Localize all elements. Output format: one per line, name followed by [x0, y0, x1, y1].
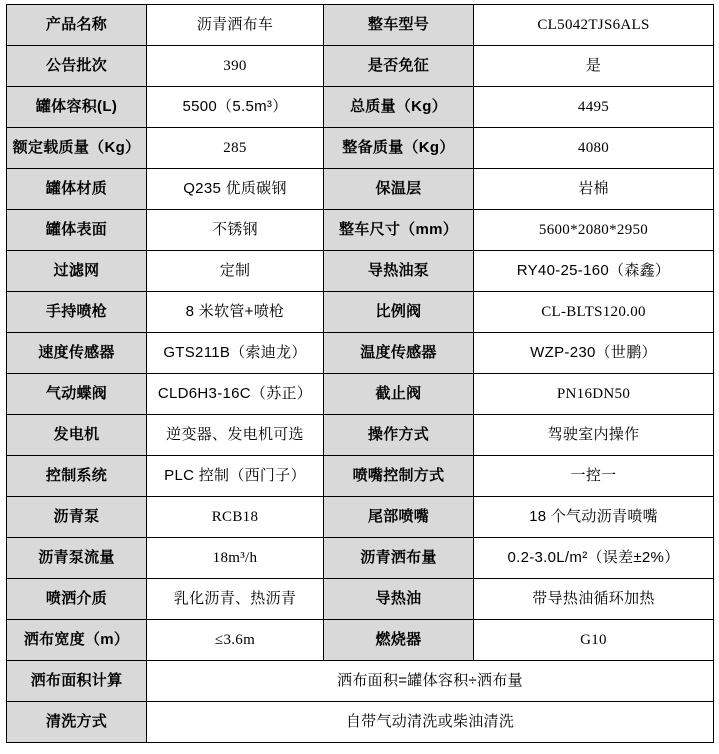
row-label-insulation-layer: 保温层 — [324, 169, 474, 210]
row-value-tank-volume: 5500（5.5m³） — [147, 87, 324, 128]
row-label-announcement-batch: 公告批次 — [7, 46, 147, 87]
table-row — [7, 456, 714, 497]
row-value-rear-nozzle: 18 个气动沥青喷嘴 — [474, 497, 714, 538]
table-row — [7, 169, 714, 210]
row-value-asphalt-pump-flow: 18m³/h — [147, 538, 324, 579]
row-value-thermal-oil: 带导热油循环加热 — [474, 579, 714, 620]
row-label-gross-mass: 总质量（Kg） — [324, 87, 474, 128]
spec-table-body — [7, 5, 714, 743]
row-value-hand-spray-gun: 8 米软管+喷枪 — [147, 292, 324, 333]
table-row — [7, 702, 714, 743]
row-label-spray-width: 洒布宽度（m） — [7, 620, 147, 661]
row-value-speed-sensor: GTS211B（索迪龙） — [147, 333, 324, 374]
row-value-spray-medium: 乳化沥青、热沥青 — [147, 579, 324, 620]
row-label-curb-mass: 整备质量（Kg） — [324, 128, 474, 169]
row-value-asphalt-pump: RCB18 — [147, 497, 324, 538]
table-row — [7, 5, 714, 46]
row-value-spray-area-calculation: 洒布面积=罐体容积÷洒布量 — [147, 661, 714, 702]
row-value-vehicle-dimensions: 5600*2080*2950 — [474, 210, 714, 251]
table-row — [7, 292, 714, 333]
row-label-vehicle-model: 整车型号 — [324, 5, 474, 46]
row-value-burner: G10 — [474, 620, 714, 661]
table-row — [7, 87, 714, 128]
row-value-thermal-oil-pump: RY40-25-160（森鑫） — [474, 251, 714, 292]
row-value-proportional-valve: CL-BLTS120.00 — [474, 292, 714, 333]
row-label-tank-material: 罐体材质 — [7, 169, 147, 210]
table-row — [7, 128, 714, 169]
row-value-product-name: 沥青洒布车 — [147, 5, 324, 46]
row-value-insulation-layer: 岩棉 — [474, 169, 714, 210]
row-label-asphalt-spray-rate: 沥青洒布量 — [324, 538, 474, 579]
row-label-operation-mode: 操作方式 — [324, 415, 474, 456]
row-value-spray-width: ≤3.6m — [147, 620, 324, 661]
row-label-stop-valve: 截止阀 — [324, 374, 474, 415]
row-value-vehicle-model: CL5042TJS6ALS — [474, 5, 714, 46]
table-row — [7, 538, 714, 579]
row-value-announcement-batch: 390 — [147, 46, 324, 87]
row-value-control-system: PLC 控制（西门子） — [147, 456, 324, 497]
row-label-temperature-sensor: 温度传感器 — [324, 333, 474, 374]
table-row — [7, 415, 714, 456]
row-label-asphalt-pump-flow: 沥青泵流量 — [7, 538, 147, 579]
table-row — [7, 46, 714, 87]
row-label-control-system: 控制系统 — [7, 456, 147, 497]
row-label-pneumatic-butterfly-valve: 气动蝶阀 — [7, 374, 147, 415]
table-row — [7, 374, 714, 415]
table-row — [7, 210, 714, 251]
row-value-asphalt-spray-rate: 0.2-3.0L/m²（误差±2%） — [474, 538, 714, 579]
row-label-spray-area-calculation: 洒布面积计算 — [7, 661, 147, 702]
row-label-tank-volume: 罐体容积(L) — [7, 87, 147, 128]
row-value-tank-surface: 不锈钢 — [147, 210, 324, 251]
row-label-thermal-oil-pump: 导热油泵 — [324, 251, 474, 292]
row-value-temperature-sensor: WZP-230（世鹏） — [474, 333, 714, 374]
row-value-cleaning-method: 自带气动清洗或柴油清洗 — [147, 702, 714, 743]
row-label-vehicle-dimensions: 整车尺寸（mm） — [324, 210, 474, 251]
row-value-tax-exempt: 是 — [474, 46, 714, 87]
row-label-generator: 发电机 — [7, 415, 147, 456]
table-row — [7, 497, 714, 538]
row-label-speed-sensor: 速度传感器 — [7, 333, 147, 374]
row-value-rated-load: 285 — [147, 128, 324, 169]
table-row — [7, 333, 714, 374]
row-value-stop-valve: PN16DN50 — [474, 374, 714, 415]
row-label-proportional-valve: 比例阀 — [324, 292, 474, 333]
row-label-spray-medium: 喷洒介质 — [7, 579, 147, 620]
row-value-tank-material: Q235 优质碳钢 — [147, 169, 324, 210]
row-value-gross-mass: 4495 — [474, 87, 714, 128]
row-label-thermal-oil: 导热油 — [324, 579, 474, 620]
vehicle-spec-table — [6, 4, 714, 743]
row-label-tax-exempt: 是否免征 — [324, 46, 474, 87]
table-row — [7, 579, 714, 620]
row-label-tank-surface: 罐体表面 — [7, 210, 147, 251]
row-label-cleaning-method: 清洗方式 — [7, 702, 147, 743]
row-label-rear-nozzle: 尾部喷嘴 — [324, 497, 474, 538]
table-row — [7, 251, 714, 292]
row-label-burner: 燃烧器 — [324, 620, 474, 661]
row-value-curb-mass: 4080 — [474, 128, 714, 169]
row-label-rated-load: 额定载质量（Kg） — [7, 128, 147, 169]
row-label-product-name: 产品名称 — [7, 5, 147, 46]
table-row — [7, 661, 714, 702]
row-label-hand-spray-gun: 手持喷枪 — [7, 292, 147, 333]
row-value-operation-mode: 驾驶室内操作 — [474, 415, 714, 456]
row-value-generator: 逆变器、发电机可选 — [147, 415, 324, 456]
table-row — [7, 620, 714, 661]
row-label-filter-screen: 过滤网 — [7, 251, 147, 292]
row-label-nozzle-control-mode: 喷嘴控制方式 — [324, 456, 474, 497]
row-value-nozzle-control-mode: 一控一 — [474, 456, 714, 497]
row-value-filter-screen: 定制 — [147, 251, 324, 292]
row-value-pneumatic-butterfly-valve: CLD6H3-16C（苏正） — [147, 374, 324, 415]
row-label-asphalt-pump: 沥青泵 — [7, 497, 147, 538]
